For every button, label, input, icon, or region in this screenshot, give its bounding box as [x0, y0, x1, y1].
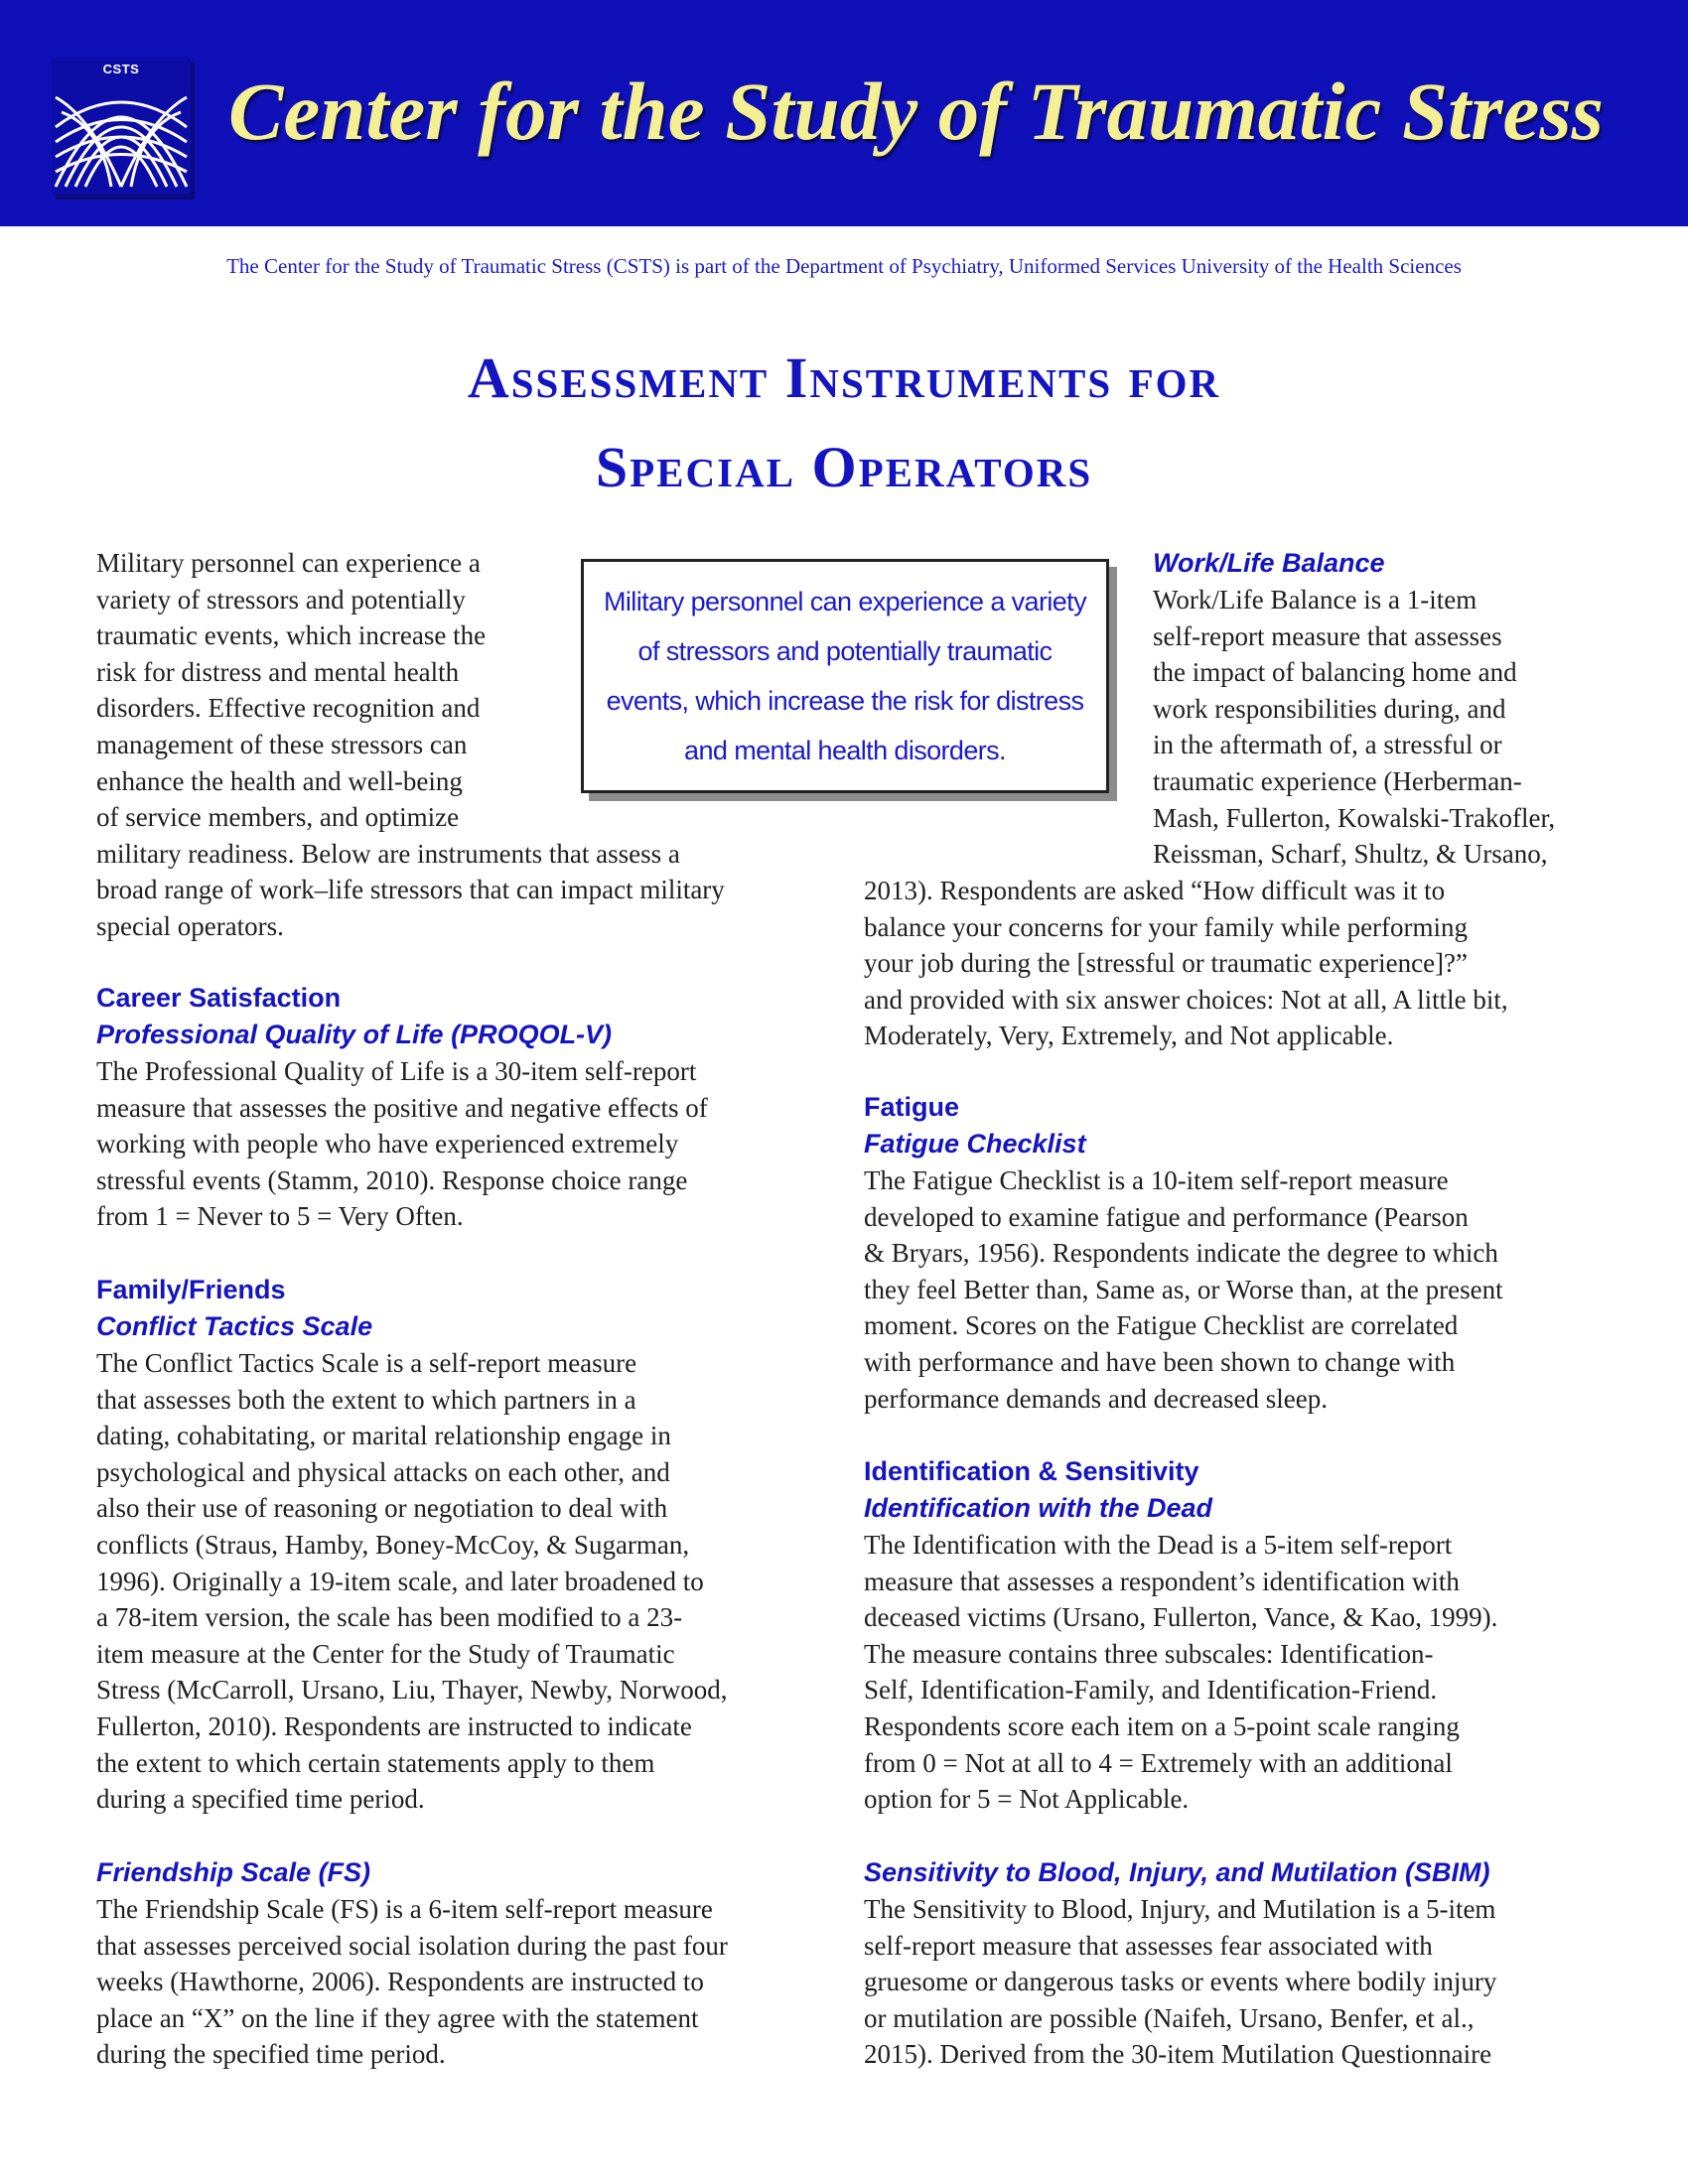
identification-line: The measure contains three subscales: Identification-: [864, 1638, 1434, 1669]
conflict-line: Stress (McCarroll, Ursano, Liu, Thayer, Newby, Norwood,: [96, 1675, 728, 1706]
sbim-line: The Sensitivity to Blood, Injury, and Mutilation is a 5-item: [864, 1894, 1496, 1924]
intro-line: special operators.: [96, 910, 284, 941]
sbim-line: 2015). Derived from the 30-item Mutilation Questionnaire: [864, 2039, 1492, 2070]
conflict-line: the extent to which certain statements apply to them: [96, 1747, 655, 1778]
sbim-line: or mutilation are possible (Naifeh, Ursano, Benfer, et al.,: [864, 2002, 1475, 2033]
csts-logo: [52, 58, 191, 195]
section-heading-career-satisfaction: Career Satisfaction: [96, 983, 342, 1013]
identification-line: Self, Identification-Family, and Identification-Friend.: [864, 1675, 1438, 1706]
work-life-line: the impact of balancing home and: [1153, 657, 1517, 688]
header-banner: [0, 0, 1688, 226]
career-line: The Professional Quality of Life is a 30-item self-report: [96, 1056, 697, 1086]
conflict-line: during a specified time period.: [96, 1784, 425, 1815]
intro-line: disorders. Effective recognition and: [96, 693, 481, 724]
career-line: stressful events (Stamm, 2010). Response choice range: [96, 1164, 688, 1195]
intro-line: variety of stressors and potentially: [96, 584, 466, 614]
tagline: The Center for the Study of Traumatic Stress (CSTS) is part of the Department of Psychiatry, Uniformed Services University of the Health Sciences: [226, 254, 1462, 278]
conflict-line: dating, cohabitating, or marital relationship engage in: [96, 1421, 671, 1451]
conflict-tactics-paragraph: [96, 1345, 728, 1818]
career-line: measure that assesses the positive and negative effects of: [96, 1092, 708, 1123]
sbim-paragraph: [864, 1891, 1496, 2073]
conflict-line: a 78-item version, the scale has been modified to a 23-: [96, 1602, 683, 1633]
fatigue-line: performance demands and decreased sleep.: [864, 1383, 1329, 1414]
work-life-line: self-report measure that assesses: [1153, 620, 1502, 651]
identification-line: from 0 = Not at all to 4 = Extremely with an additional: [864, 1747, 1453, 1778]
work-life-line: and provided with six answer choices: Not at all, A little bit,: [864, 984, 1508, 1015]
instrument-heading-identification-dead: Identification with the Dead: [864, 1493, 1213, 1523]
identification-line: The Identification with the Dead is a 5-item self-report: [864, 1530, 1453, 1560]
intro-line: risk for distress and mental health: [96, 656, 460, 687]
intro-line: military readiness. Below are instruments that assess a: [96, 838, 680, 869]
conflict-line: 1996). Originally a 19-item scale, and later broadened to: [96, 1566, 704, 1596]
pull-quote-text: Military personnel can experience a variety of stressors and potentially traumatic events, which increase the risk for distress and mental health disorders.: [604, 587, 1086, 765]
section-heading-identification-sensitivity: Identification & Sensitivity: [864, 1456, 1199, 1486]
identification-line: option for 5 = Not Applicable.: [864, 1784, 1190, 1815]
conflict-line: item measure at the Center for the Study of Traumatic: [96, 1638, 675, 1669]
career-paragraph: [96, 1053, 708, 1235]
section-heading-family-friends: Family/Friends: [96, 1275, 286, 1304]
fatigue-paragraph: [864, 1162, 1503, 1417]
document-title-line-1: Assessment Instruments for: [467, 345, 1221, 410]
work-life-line: in the aftermath of, a stressful or: [1153, 730, 1502, 760]
fatigue-line: developed to examine fatigue and performance (Pearson: [864, 1201, 1469, 1232]
instrument-heading-fatigue-checklist: Fatigue Checklist: [864, 1129, 1086, 1159]
sbim-line: gruesome or dangerous tasks or events where bodily injury: [864, 1967, 1497, 1997]
identification-line: measure that assesses a respondent’s identification with: [864, 1566, 1460, 1596]
friendship-line: place an “X” on the line if they agree with the statement: [96, 2002, 699, 2033]
work-life-line: Moderately, Very, Extremely, and Not applicable.: [864, 1021, 1394, 1051]
conflict-line: also their use of reasoning or negotiation to deal with: [96, 1493, 668, 1524]
instrument-heading-proqol: Professional Quality of Life (PROQOL-V): [96, 1020, 613, 1049]
work-life-line: Mash, Fullerton, Kowalski-Trakofler,: [1153, 802, 1556, 833]
intro-line: enhance the health and well-being: [96, 765, 463, 796]
instrument-heading-conflict-tactics: Conflict Tactics Scale: [96, 1311, 373, 1341]
work-life-line: balance your concerns for your family while performing: [864, 911, 1469, 942]
career-line: working with people who have experienced extremely: [96, 1129, 679, 1160]
section-heading-fatigue: Fatigue: [864, 1092, 960, 1122]
instrument-heading-friendship-scale: Friendship Scale (FS): [96, 1857, 371, 1887]
conflict-line: psychological and physical attacks on each other, and: [96, 1456, 670, 1487]
friendship-paragraph: [96, 1891, 728, 2073]
arches-logo-icon: [52, 58, 191, 195]
work-life-paragraph-narrow: [1153, 582, 1555, 873]
fatigue-line: they feel Better than, Same as, or Worse than, at the present: [864, 1274, 1503, 1304]
work-life-line: Work/Life Balance is a 1-item: [1153, 585, 1477, 614]
conflict-line: that assesses both the extent to which partners in a: [96, 1384, 636, 1415]
intro-line: Military personnel can experience a: [96, 548, 481, 578]
work-life-line: work responsibilities during, and: [1153, 693, 1506, 724]
work-life-line: traumatic experience (Herberman-: [1153, 765, 1522, 796]
instrument-heading-work-life-balance: Work/Life Balance: [1153, 548, 1385, 578]
logo-text: CSTS: [102, 62, 140, 76]
work-life-line: 2013). Respondents are asked “How difficult was it to: [864, 876, 1446, 905]
fatigue-line: The Fatigue Checklist is a 10-item self-report measure: [864, 1165, 1449, 1195]
friendship-line: during the specified time period.: [96, 2039, 446, 2070]
conflict-line: conflicts (Straus, Hamby, Boney-McCoy, & Sugarman,: [96, 1529, 690, 1560]
intro-line: broad range of work–life stressors that can impact military: [96, 875, 725, 905]
organization-title: Center for the Study of Traumatic Stress: [228, 66, 1604, 157]
intro-line: traumatic events, which increase the: [96, 620, 487, 651]
identification-line: deceased victims (Ursano, Fullerton, Vance, & Kao, 1999).: [864, 1602, 1498, 1633]
intro-line: of service members, and optimize: [96, 802, 460, 833]
conflict-line: Fullerton, 2010). Respondents are instructed to indicate: [96, 1710, 692, 1741]
career-line: from 1 = Never to 5 = Very Often.: [96, 1201, 464, 1232]
fatigue-line: & Bryars, 1956). Respondents indicate the degree to which: [864, 1238, 1498, 1269]
work-life-line: your job during the [stressful or traumatic experience]?”: [864, 948, 1469, 979]
friendship-line: The Friendship Scale (FS) is a 6-item self-report measure: [96, 1894, 713, 1924]
fatigue-line: with performance and have been shown to change with: [864, 1346, 1456, 1377]
instrument-heading-sbim: Sensitivity to Blood, Injury, and Mutilation (SBIM): [864, 1857, 1490, 1887]
identification-line: Respondents score each item on a 5-point scale ranging: [864, 1710, 1460, 1741]
work-life-paragraph-wide: [864, 873, 1508, 1054]
conflict-line: The Conflict Tactics Scale is a self-report measure: [96, 1348, 637, 1378]
work-life-line: Reissman, Scharf, Shultz, & Ursano,: [1153, 839, 1548, 870]
fatigue-line: moment. Scores on the Fatigue Checklist are correlated: [864, 1310, 1459, 1341]
friendship-line: that assesses perceived social isolation during the past four: [96, 1930, 728, 1961]
intro-paragraph: [96, 545, 725, 945]
identification-paragraph: [864, 1527, 1497, 1818]
document-title-line-2: Special Operators: [595, 435, 1093, 499]
friendship-line: weeks (Hawthorne, 2006). Respondents are instructed to: [96, 1967, 704, 1997]
document-title: [0, 334, 1688, 512]
intro-line: management of these stressors can: [96, 729, 468, 759]
sbim-line: self-report measure that assesses fear associated with: [864, 1930, 1433, 1961]
